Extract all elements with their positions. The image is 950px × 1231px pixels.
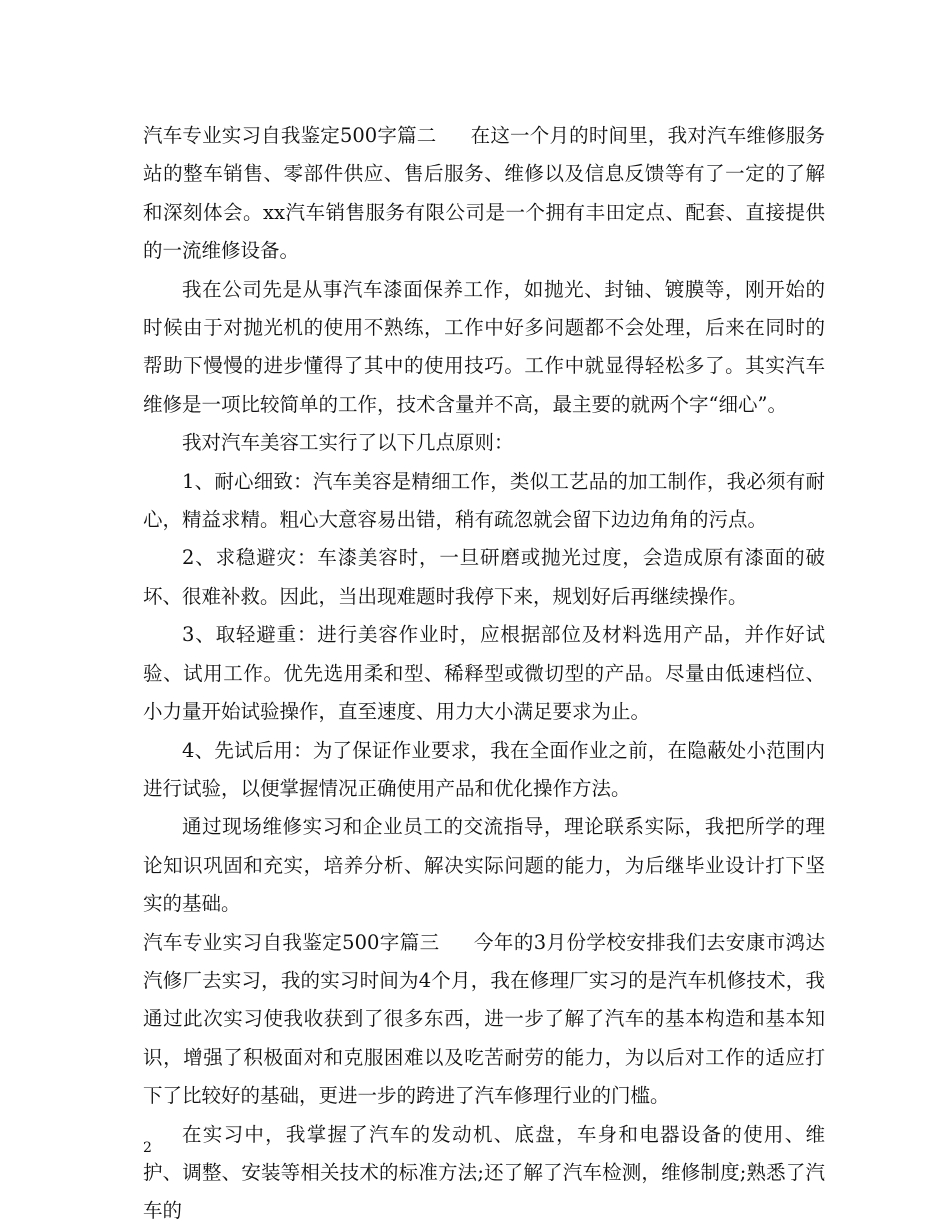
paragraph: 我对汽车美容工实行了以下几点原则： <box>182 431 514 455</box>
paragraph: 在实习中，我掌握了汽车的发动机、底盘，车身和电器设备的使用、维护、调整、安装等相关技术的标准方法;还了解了汽车检测，维修制度;熟悉了汽车的 <box>143 1122 825 1223</box>
paragraph: 我在公司先是从事汽车漆面保养工作，如抛光、封铀、镀膜等，刚开始的时候由于对抛光机的使用不熟练，工作中好多问题都不会处理，后来在同时的帮助下慢慢的进步懂得了其中的使用技巧。工作中就显得轻松多了。其实汽车维修是一项比较简单的工作，技术含量并不高，最主要的就两个字“细心”。 <box>143 277 825 416</box>
list-item-paragraph: 3、取轻避重：进行美容作业时，应根据部位及材料选用产品，并作好试验、试用工作。优先选用柔和型、稀释型或微切型的产品。尽量由低速档位、小力量开始试验操作，直至速度、用力大小满足要求为止。 <box>143 623 825 724</box>
page-number: 2 <box>143 1140 152 1156</box>
section-three-lead-paragraph <box>143 924 825 1116</box>
list-item-paragraph: 2、求稳避灾：车漆美容时，一旦研磨或抛光过度，会造成原有漆面的破坏、很难补救。因此，当出现难题时我停下来，规划好后再继续操作。 <box>143 546 825 608</box>
section-lead-text: 今年的3月份学校安排我们去安康市鸿达汽修厂去实习，我的实习时间为4个月，我在修理厂实习的是汽车机修技术，我通过此次实习使我收获到了很多东西，进一步了解了汽车的基本构造和基本知识，增强了积极面对和克服困难以及吃苦耐劳的能力，为以后对工作的适应打下了比较好的基础，更进一步的跨进了汽车修理行业的门槛。 <box>143 930 825 1108</box>
document-body <box>143 117 825 1231</box>
paragraph: 通过现场维修实习和企业员工的交流指导，理论联系实际，我把所学的理论知识巩固和充实，培养分析、解决实际问题的能力，为后继毕业设计打下坚实的基础。 <box>143 815 825 916</box>
list-item-paragraph: 1、耐心细致：汽车美容是精细工作，类似工艺品的加工制作，我必须有耐心，精益求精。粗心大意容易出错，稍有疏忽就会留下边边角角的污点。 <box>143 469 825 532</box>
list-item-paragraph: 4、先试后用：为了保证作业要求，我在全面作业之前，在隐蔽处小范围内进行试验，以便掌握情况正确使用产品和优化操作方法。 <box>143 738 825 800</box>
section-heading: 汽车专业实习自我鉴定500字篇二 <box>143 124 437 147</box>
section-lead-text: 在这一个月的时间里，我对汽车维修服务站的整车销售、零部件供应、售后服务、维修以及信息反馈等有了一定的了解和深刻体会。xx汽车销售服务有限公司是一个拥有丰田定点、配套、直接提供的一流维修设备。 <box>143 124 825 263</box>
section-two-lead-paragraph <box>143 117 825 271</box>
section-heading: 汽车专业实习自我鉴定500字篇三 <box>143 930 440 954</box>
